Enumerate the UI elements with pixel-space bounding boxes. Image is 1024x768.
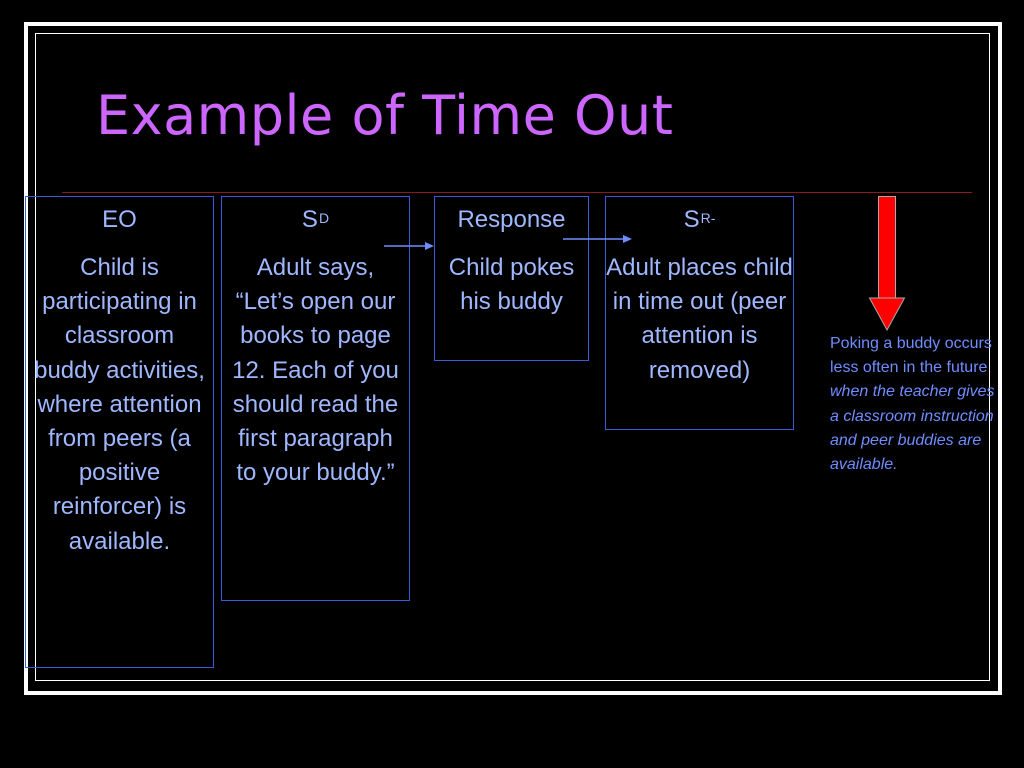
outcome-note	[830, 332, 998, 477]
eo-heading: EO	[102, 206, 137, 233]
eo-box	[25, 196, 214, 668]
sr-box	[605, 196, 794, 430]
eo-body: Child is participating in classroom buddy activities, where attention from peers (a positive reinforcer) is available.	[34, 254, 205, 555]
sr-heading-base: S	[683, 206, 700, 233]
response-heading: Response	[457, 206, 566, 233]
sd-body: Adult says, “Let’s open our books to page 12. Each of you should read the first paragraph to your buddy.”	[232, 254, 399, 487]
title-divider	[62, 192, 972, 193]
outcome-note-condition: when the teacher gives a classroom instruction and peer buddies are available.	[830, 383, 995, 474]
response-box	[434, 196, 589, 361]
sd-heading	[222, 205, 409, 235]
slide-title: Example of Time Out	[96, 84, 674, 147]
sr-heading	[606, 205, 793, 235]
sd-box	[221, 196, 410, 601]
sd-heading-base: S	[301, 206, 318, 233]
response-body: Child pokes his buddy	[448, 254, 575, 316]
sr-body: Adult places child in time out (peer attention is removed)	[606, 254, 793, 384]
sr-heading-superscript: R-	[700, 210, 716, 226]
sd-heading-superscript: D	[318, 210, 330, 226]
outcome-note-text: Poking a buddy occurs less often in the future	[830, 335, 992, 377]
